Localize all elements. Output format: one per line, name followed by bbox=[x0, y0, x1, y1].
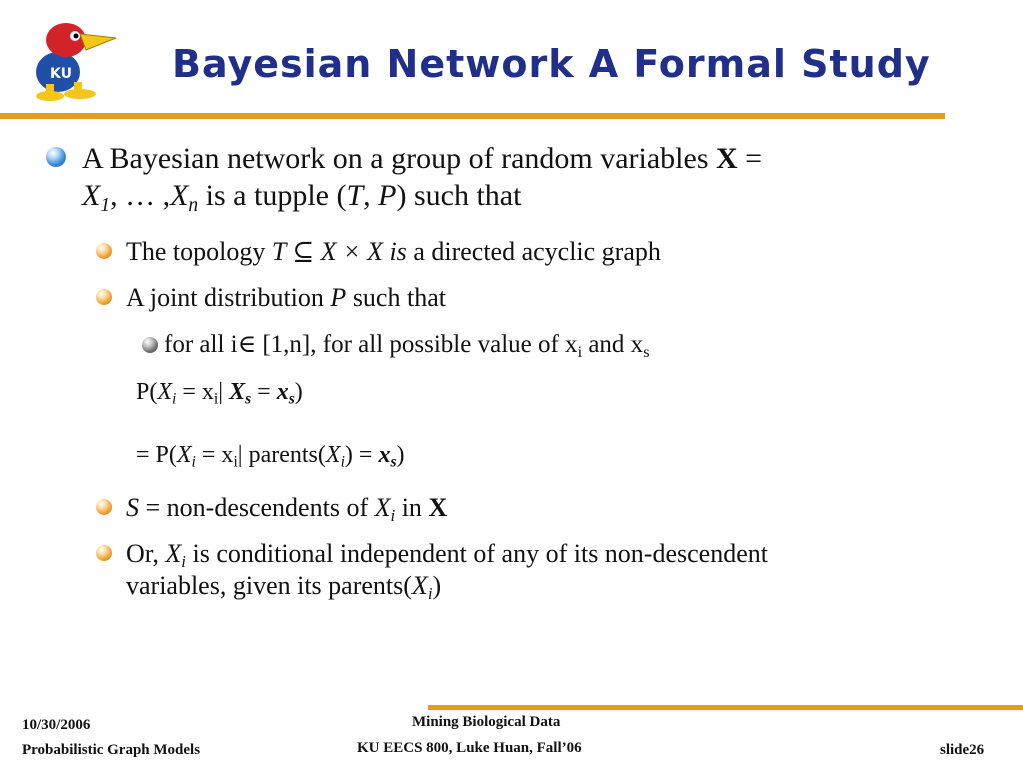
gray-bullet-icon bbox=[142, 337, 158, 353]
footer-course-info: KU EECS 800, Luke Huan, Fall’06 bbox=[357, 740, 582, 756]
slide-title: Bayesian Network A Formal Study bbox=[172, 42, 931, 86]
formula-conditional: $P(X_i = x_i|$ $X_s = x_s$) bbox=[136, 379, 303, 408]
orange-bullet-icon bbox=[96, 499, 112, 515]
bullet-non-descendents: S = non-descendents of $X_i$ in X bbox=[126, 493, 448, 526]
footer-date: 10/30/2006 bbox=[22, 717, 91, 733]
title-divider bbox=[0, 113, 945, 119]
orange-bullet-icon bbox=[96, 545, 112, 561]
blue-bullet-icon bbox=[46, 147, 66, 167]
footer-course-title: Mining Biological Data bbox=[412, 714, 561, 730]
bullet-definition: A Bayesian network on a group of random variables X = $X_1$, … $,X_n$ is a tupple (T, P) such that bbox=[82, 142, 763, 216]
bullet-topology: The topology T ⊆ X × X is a directed acyclic graph bbox=[126, 237, 661, 266]
orange-bullet-icon bbox=[96, 289, 112, 305]
footer-slide-number: slide26 bbox=[940, 742, 985, 758]
bullet-for-all: for all i∈ [1,n], for all possible value of $x_i$ and $x_s$ bbox=[164, 331, 650, 361]
bullet-joint-distribution: A joint distribution P such that bbox=[126, 283, 446, 312]
footer-topic: Probabilistic Graph Models bbox=[22, 742, 201, 758]
bullet-conditional-independence: Or, $X_i$ is conditional independent of any of its non-descendent variables, given its $parents(X_i)$ bbox=[126, 539, 768, 604]
logo-text: KU bbox=[50, 66, 72, 82]
jayhawk-logo-icon bbox=[20, 14, 120, 104]
footer-divider bbox=[428, 705, 1023, 710]
orange-bullet-icon bbox=[96, 243, 112, 259]
formula-parents: = $P(X_i = x_i|$ $parents(X_i) = x_s$) bbox=[136, 442, 405, 471]
